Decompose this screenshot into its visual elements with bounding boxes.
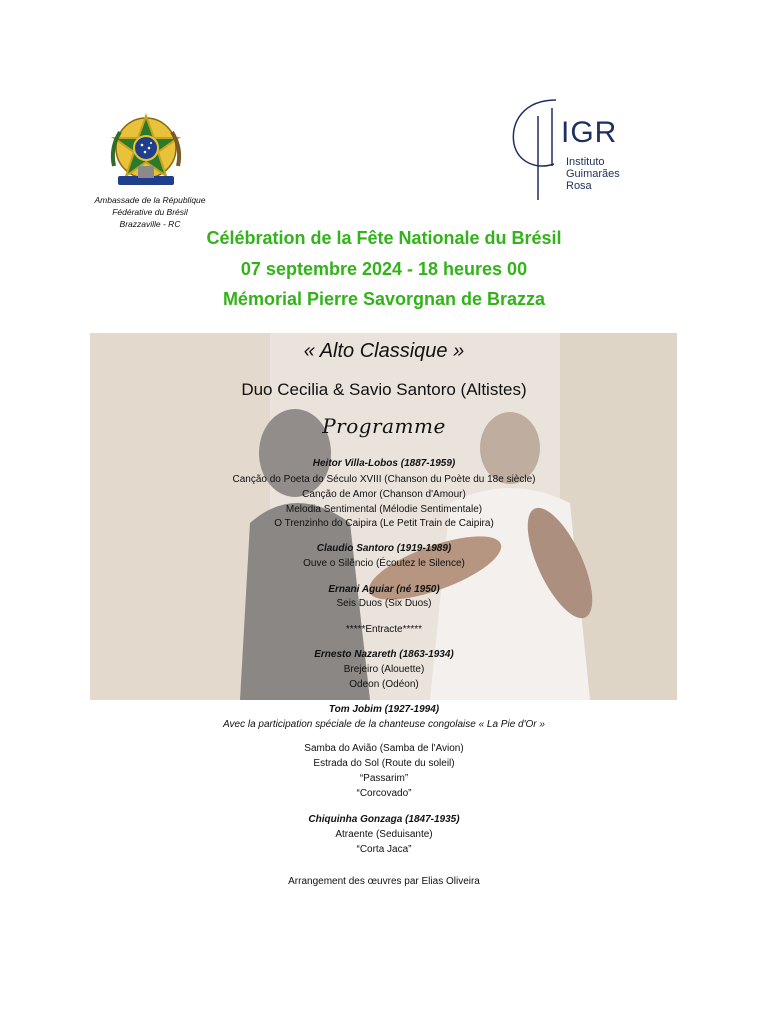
- work-item: Brejeiro (Alouette): [343, 664, 425, 675]
- concert-title: « Alto Classique »: [303, 340, 465, 362]
- work-item: Canção do Poeta do Século XVIII (Chanson du Poète du 18e siècle): [232, 474, 536, 485]
- composer-villa-lobos: Heitor Villa-Lobos (1887-1959): [312, 458, 456, 469]
- igr-abbreviation: IGR: [561, 116, 618, 149]
- work-item: “Corta Jaca”: [356, 844, 412, 855]
- igr-name-line: Rosa: [566, 180, 592, 192]
- performers: Duo Cecilia & Savio Santoro (Altistes): [241, 380, 527, 399]
- composer-santoro: Claudio Santoro (1919-1989): [316, 543, 452, 554]
- composer-gonzaga: Chiquinha Gonzaga (1847-1935): [308, 814, 460, 825]
- work-item: Odeon (Odéon): [349, 679, 419, 690]
- arrangement-credit: Arrangement des œuvres par Elias Oliveira: [288, 876, 480, 887]
- work-item: Estrada do Sol (Route du soleil): [313, 758, 455, 769]
- entracte-marker: *****Entracte*****: [345, 624, 423, 635]
- embassy-address: [60, 194, 240, 230]
- work-item: Ouve o Silêncio (Écoutez le Silence): [303, 558, 465, 569]
- brazil-coat-of-arms-emblem: [100, 104, 192, 196]
- composer-jobim: Tom Jobim (1927-1994): [328, 704, 440, 715]
- event-date: 07 septembre 2024 - 18 heures 00: [240, 259, 528, 279]
- embassy-line: Fédérative du Brésil: [112, 207, 188, 217]
- work-item: Seis Duos (Six Duos): [336, 598, 432, 609]
- igr-name-line: Guimarães: [566, 168, 620, 180]
- programme-heading: Programme: [322, 414, 446, 438]
- work-item: Atraente (Seduisante): [335, 829, 433, 840]
- embassy-line: Ambassade de la République: [94, 195, 206, 205]
- composer-nazareth: Ernesto Nazareth (1863-1934): [314, 649, 454, 660]
- work-item: Samba do Avião (Samba de l'Avion): [304, 743, 464, 754]
- work-item: O Trenzinho do Caipira (Le Petit Train de Caipira): [274, 518, 494, 529]
- embassy-line: Brazzaville - RC: [119, 219, 181, 229]
- work-item: “Corcovado”: [356, 788, 412, 799]
- event-venue: Mémorial Pierre Savorgnan de Brazza: [222, 289, 546, 309]
- composer-aguiar: Ernani Aguiar (né 1950): [328, 584, 440, 595]
- work-item: “Passarim”: [359, 773, 409, 784]
- special-guest-note: Avec la participation spéciale de la chanteuse congolaise « La Pie d'Or »: [223, 719, 545, 730]
- work-item: Melodia Sentimental (Mélodie Sentimentale): [285, 504, 483, 515]
- igr-full-name: [566, 156, 620, 192]
- igr-name-line: Instituto: [566, 156, 605, 168]
- event-title: Célébration de la Fête Nationale du Brésil: [206, 228, 562, 248]
- work-item: Canção de Amor (Chanson d'Amour): [302, 489, 466, 500]
